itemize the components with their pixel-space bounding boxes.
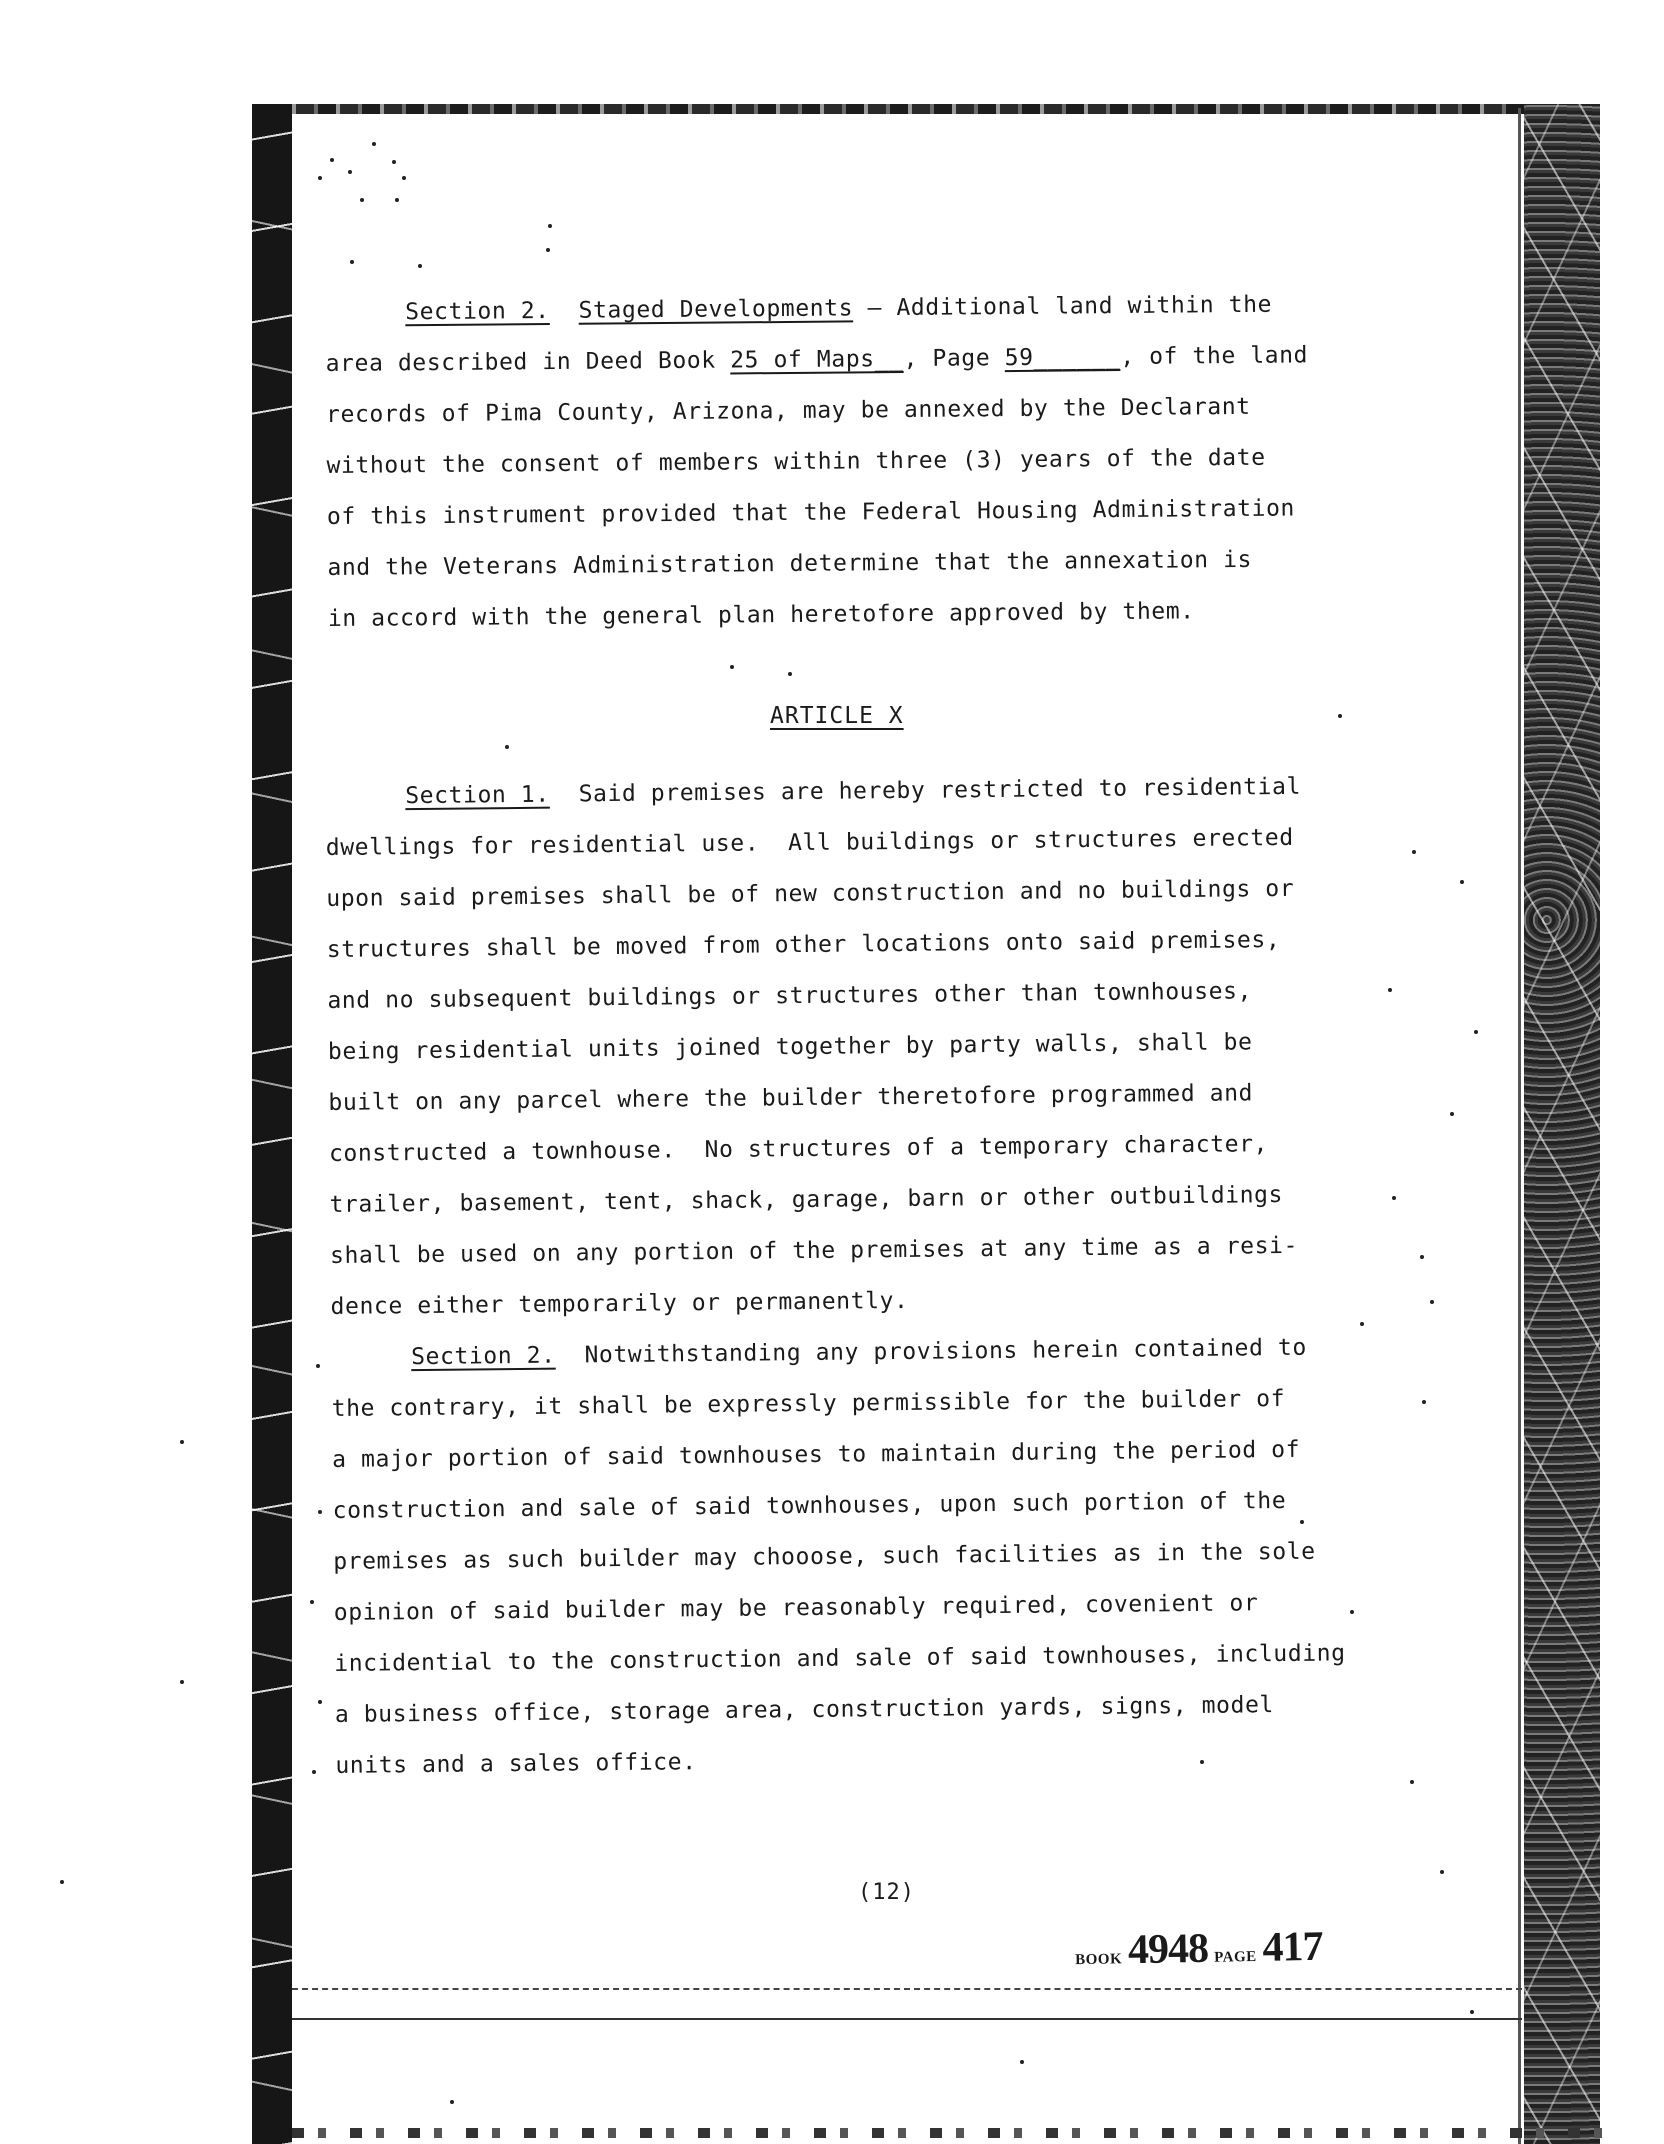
scan-right-border [1524,104,1600,2144]
stamp-book-number: 4948 [1127,1925,1209,1974]
section-line: of this instrument provided that the Federal Housing Administration [326,495,1296,530]
bottom-dashed-rule [292,1988,1522,1990]
section-label: Section 2. [405,298,550,326]
section-line: a business office, storage area, construction yards, signs, model [334,1692,1275,1728]
deed-book-field: 25 of Maps__ [730,345,904,374]
stamp-page-label: PAGE [1214,1948,1257,1966]
section-line: shall be used on any portion of the premises at any time as a resi- [329,1232,1299,1269]
section-title: Staged Developments [578,295,854,324]
section-line: dence either temporarily or permanently. [330,1287,909,1320]
scan-left-border [252,104,292,2144]
section-line: structures shall be moved from other locations onto said premises, [326,927,1281,963]
section-line: trailer, basement, tent, shack, garage, barn or other outbuildings [329,1181,1284,1218]
section-text: Notwithstanding any provisions herein contained to [555,1334,1307,1369]
section-line: built on any parcel where the builder theretofore programmed and [328,1080,1254,1116]
section-line: being residential units joined together by party walls, shall be [327,1029,1253,1065]
article-x-body [325,760,1486,1792]
section-2-staged-developments [325,278,1458,645]
section-line [325,329,1455,390]
section-line: the contrary, it shall be expressly permissible for the builder of [331,1385,1286,1422]
section-text: — Additional land within the [852,291,1273,322]
section-line: and the Veterans Administration determine that the annexation is [327,546,1253,581]
section-line: opinion of said builder may be reasonably required, covenient or [333,1590,1259,1626]
scan-right-edge-line [1518,108,1521,2144]
section-text: , of the land [1120,342,1309,371]
section-line: upon said premises shall be of new construction and no buildings or [326,875,1295,912]
stamp-book-label: BOOK [1075,1951,1123,1969]
section-label: Section 2. [410,1342,556,1371]
stamp-page-number: 417 [1262,1923,1323,1971]
section-line: incidential to the construction and sale of said townhouses, including [334,1640,1346,1677]
bottom-rule [292,2018,1522,2020]
deed-page-field: 59______ [1004,344,1121,372]
section-line: construction and sale of said townhouses, upon such portion of the [332,1487,1287,1524]
section-label: Section 1. [405,781,550,810]
section-text: Said premises are hereby restricted to residential [549,773,1302,808]
section-line: and no subsequent buildings or structures other than townhouses, [327,978,1253,1014]
section-line: in accord with the general plan heretofore approved by them. [327,598,1195,632]
section-line: dwellings for residential use. All buildings or structures erected [325,824,1294,861]
page-number: (12) [858,1880,915,1905]
section-text: area described in Deed Book [325,347,731,377]
book-page-stamp [1075,1923,1323,1975]
section-line: a major portion of said townhouses to maintain during the period of [332,1436,1301,1473]
scan-bottom-border [292,2128,1602,2138]
section-line: without the consent of members within three (3) years of the date [326,444,1266,479]
article-heading: ARTICLE X [770,703,904,729]
section-line: premises as such builder may chooose, such facilities as in the sole [333,1538,1316,1575]
section-line: records of Pima County, Arizona, may be annexed by the Declarant [325,393,1251,428]
section-line: units and a sales office. [335,1749,697,1779]
section-line: constructed a townhouse. No structures of a temporary character, [328,1131,1269,1167]
section-text: , Page [903,345,1005,372]
scan-top-border [252,104,1600,114]
